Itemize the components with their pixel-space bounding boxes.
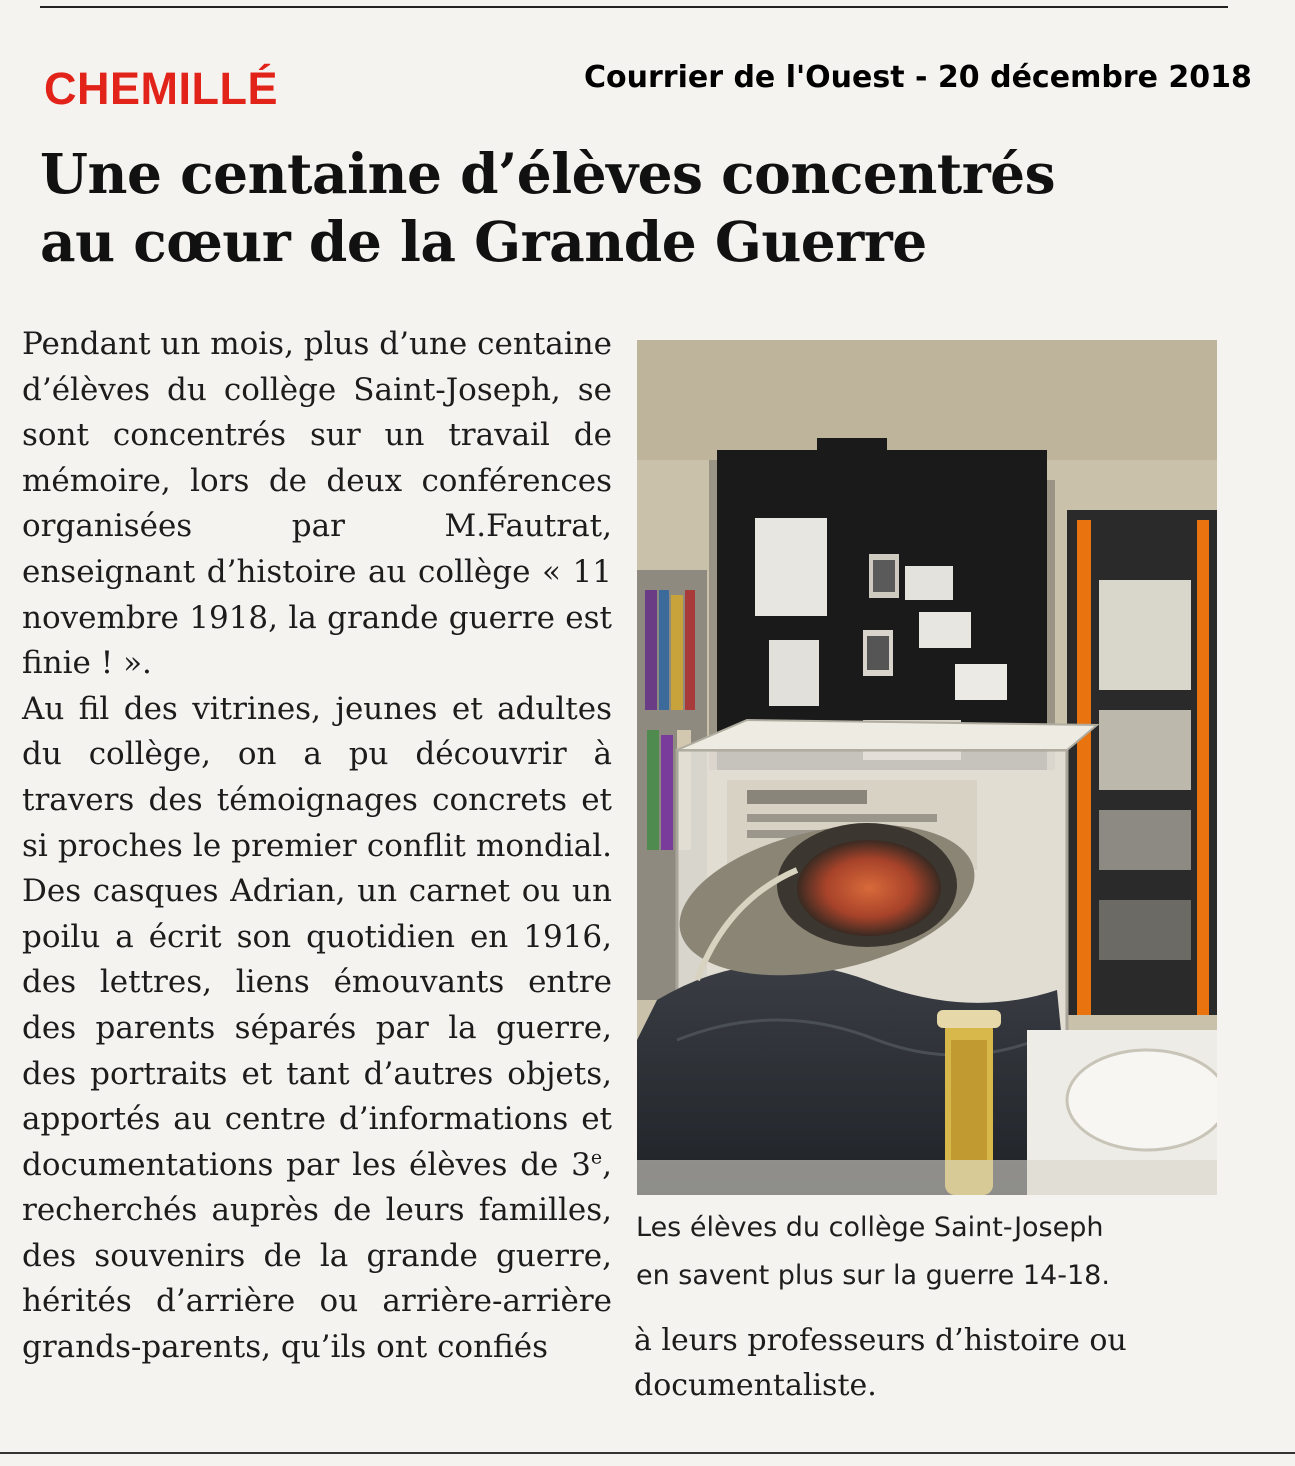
top-rule [40,6,1228,8]
photo-caption-line-1: Les élèves du collège Saint-Joseph [636,1212,1104,1243]
section-label: CHEMILLÉ [44,63,278,114]
headline-line-1: Une centaine d’élèves concentrés [40,141,1056,206]
source-credit: Courrier de l'Ouest - 20 décembre 2018 [584,60,1252,95]
article-photo [637,340,1217,1195]
photo-caption [636,1204,1236,1300]
article-paragraph-2-text: Au fil des vitrines, jeunes et adultes du collège, on a pu découvrir à travers des témoignages concrets et si proches le premier conflit mondial. Des casques Adrian, un carnet ou un poilu a écrit son quotidien en 1916, des lettres, liens émouvants entre des parents séparés par la guerre, des portraits et tant d’autres objets, apportés au centre d’informations et documentations par les élèves de 3 [22,690,612,1183]
article-paragraph-1: Pendant un mois, plus d’une centaine d’élèves du collège Saint-Joseph, se sont concentrés sur un travail de mémoire, lors de deux conférences organisées par M.Fautrat, enseignant d’histoire au collège « 11 novembre 1918, la grande guerre est finie ! ». [22,326,612,682]
article-body [22,322,612,1371]
article-paragraph-2-end: , recherchés auprès de leurs familles, des souvenirs de la grande guerre, hérités d’arrière ou arrière-arrière grands-parents, qu’ils ont confiés [22,1146,612,1366]
article-continuation: à leurs professeurs d’histoire ou documentaliste. [634,1323,1127,1403]
headline [40,140,1160,276]
photo-caption-line-2: en savent plus sur la guerre 14-18. [636,1260,1110,1291]
bottom-rule [0,1452,1295,1454]
ordinal-suffix: e [590,1146,603,1169]
headline-line-2: au cœur de la Grande Guerre [40,209,927,274]
article-paragraph-2 [22,687,612,1371]
